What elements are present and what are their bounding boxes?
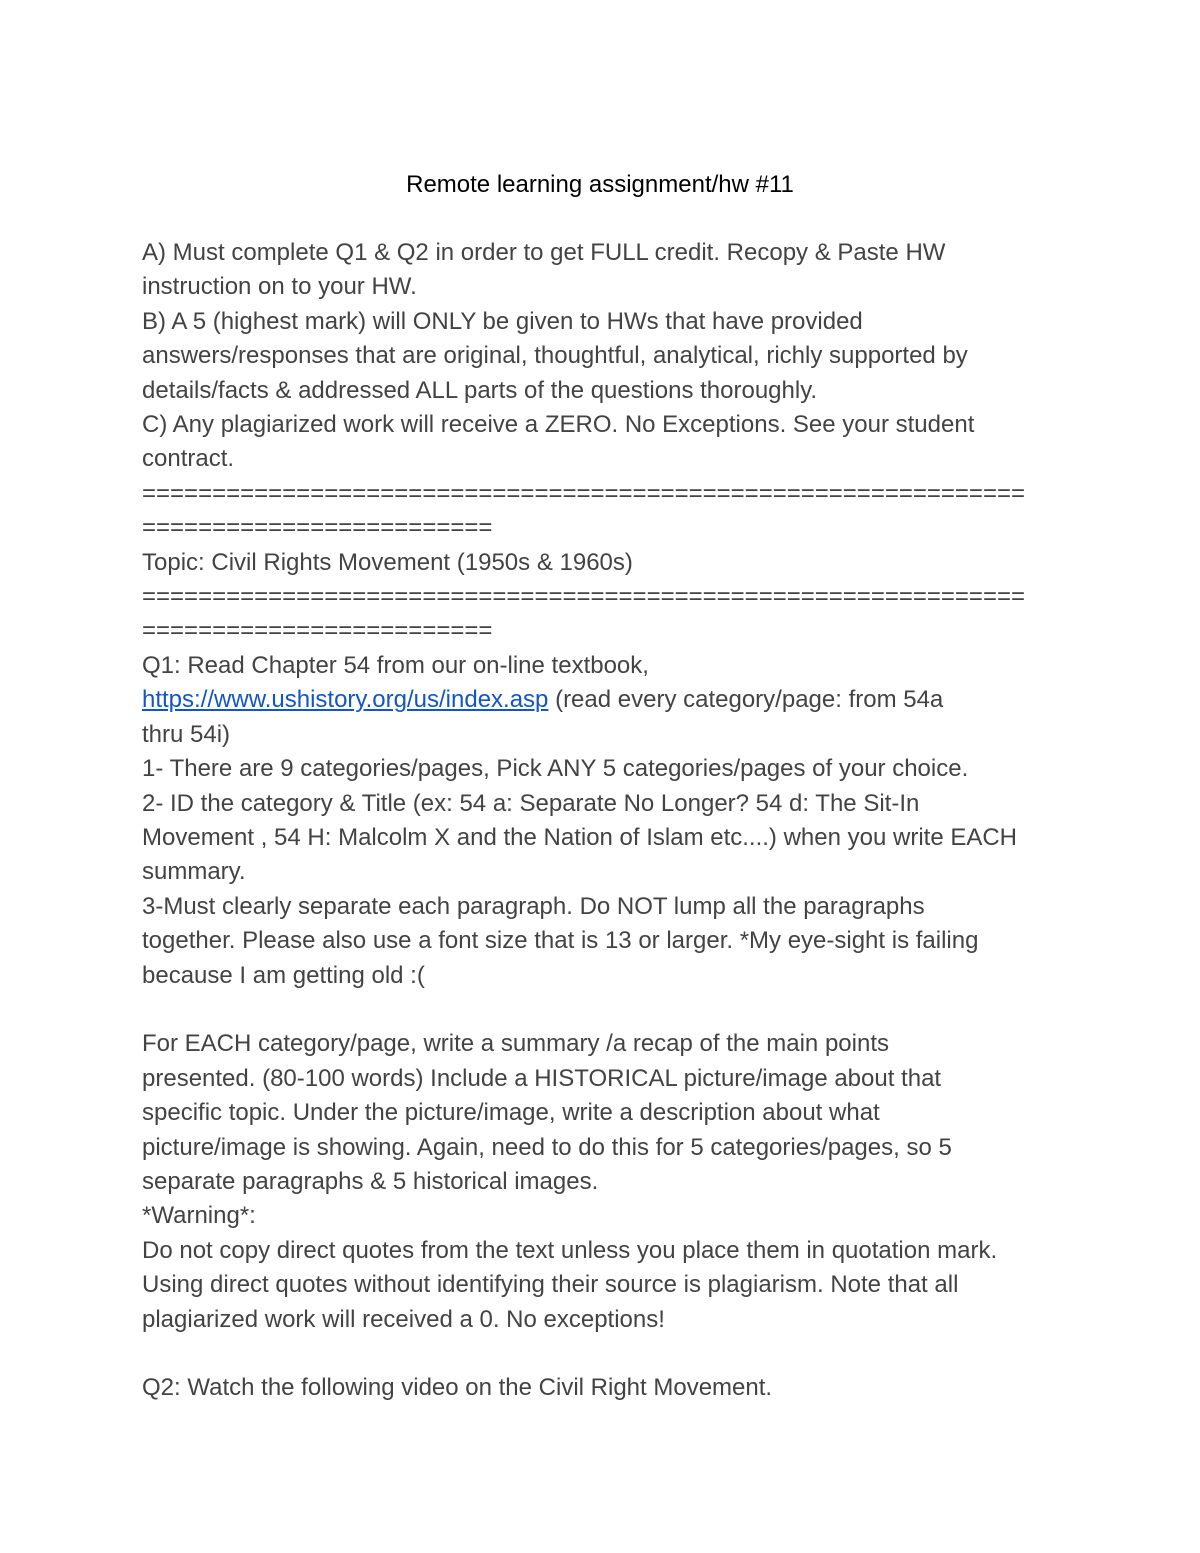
warning-line-3: plagiarized work will received a 0. No exceptions! bbox=[142, 1305, 665, 1333]
textbook-link-suffix: (read every category/page: from 54a bbox=[548, 686, 944, 714]
summary-instructions-line-1: For EACH category/page, write a summary /a recap of the main points bbox=[142, 1030, 889, 1058]
q1-step-2-line-2: Movement , 54 H: Malcolm X and the Nation of Islam etc....) when you write EACH bbox=[142, 823, 1018, 851]
blank-line bbox=[142, 1337, 1072, 1371]
warning-line-2: Using direct quotes without identifying their source is plagiarism. Note that all bbox=[142, 1271, 959, 1299]
summary-instructions-line-3: specific topic. Under the picture/image, write a description about what bbox=[142, 1099, 880, 1127]
separator-2b: ========================= bbox=[142, 617, 493, 645]
instruction-a-line-2: instruction on to your HW. bbox=[142, 273, 417, 301]
instruction-a-line-1: A) Must complete Q1 & Q2 in order to get FULL credit. Recopy & Paste HW bbox=[142, 239, 946, 266]
warning-line-1: Do not copy direct quotes from the text unless you place them in quotation mark. bbox=[142, 1236, 998, 1264]
topic-line: Topic: Civil Rights Movement (1950s & 1960s) bbox=[142, 548, 633, 576]
blank-line bbox=[142, 993, 1072, 1027]
separator-1b: ========================= bbox=[142, 514, 493, 542]
instruction-b-line-3: details/facts & addressed ALL parts of the questions thoroughly. bbox=[142, 376, 818, 404]
document-title: Remote learning assignment/hw #11 bbox=[406, 171, 794, 198]
document-body bbox=[142, 236, 1072, 1406]
q2-heading: Q2: Watch the following video on the Civil Right Movement. bbox=[142, 1374, 773, 1402]
q1-step-3-line-1: 3-Must clearly separate each paragraph. Do NOT lump all the paragraphs bbox=[142, 892, 925, 920]
q1-range-line: thru 54i) bbox=[142, 720, 231, 748]
summary-instructions-line-4: picture/image is showing. Again, need to do this for 5 categories/pages, so 5 bbox=[142, 1133, 952, 1161]
instruction-c-line-1: C) Any plagiarized work will receive a ZERO. No Exceptions. See your student bbox=[142, 411, 975, 439]
textbook-link[interactable]: https://www.ushistory.org/us/index.asp bbox=[142, 686, 549, 714]
q1-step-3-line-2: together. Please also use a font size that is 13 or larger. *My eye-sight is failing bbox=[142, 927, 979, 955]
q1-heading: Q1: Read Chapter 54 from our on-line textbook, bbox=[142, 651, 649, 679]
textbook-link-line bbox=[142, 683, 1072, 717]
warning-heading: *Warning*: bbox=[142, 1202, 256, 1230]
instruction-c-line-2: contract. bbox=[142, 445, 235, 473]
q1-step-2-line-3: summary. bbox=[142, 858, 246, 886]
separator-2a: =============================================================== bbox=[142, 583, 1025, 611]
q1-step-2-line-1: 2- ID the category & Title (ex: 54 a: Separate No Longer? 54 d: The Sit-In bbox=[142, 789, 920, 817]
instruction-b-line-2: answers/responses that are original, thoughtful, analytical, richly supported by bbox=[142, 342, 968, 370]
q1-step-3-line-3: because I am getting old :( bbox=[142, 961, 425, 989]
q1-step-1: 1- There are 9 categories/pages, Pick ANY 5 categories/pages of your choice. bbox=[142, 755, 969, 783]
instruction-b-line-1: B) A 5 (highest mark) will ONLY be given to HWs that have provided bbox=[142, 307, 863, 335]
summary-instructions-line-2: presented. (80-100 words) Include a HISTORICAL picture/image about that bbox=[142, 1064, 942, 1092]
summary-instructions-line-5: separate paragraphs & 5 historical images. bbox=[142, 1167, 599, 1195]
separator-1a: =============================================================== bbox=[142, 479, 1025, 507]
